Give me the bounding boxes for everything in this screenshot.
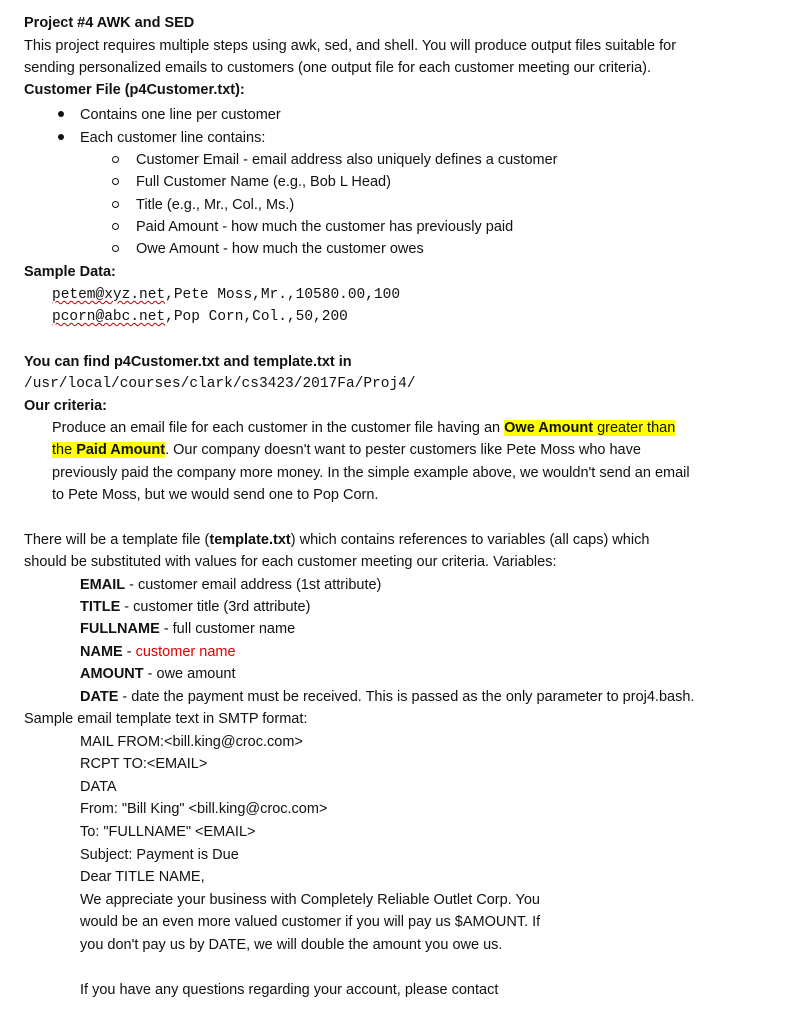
- paid-amount-highlight: Paid Amount: [76, 442, 166, 458]
- customer-file-heading: Customer File (p4Customer.txt):: [24, 82, 245, 98]
- sample-data-heading: Sample Data:: [24, 264, 116, 280]
- smtp-line: would be an even more valued customer if you will pay us $AMOUNT. If: [80, 914, 541, 930]
- smtp-line: To: "FULLNAME" <EMAIL>: [80, 824, 256, 840]
- course-path: /usr/local/courses/clark/cs3423/2017Fa/Proj4/: [24, 376, 416, 392]
- sample-data-line-1: [52, 284, 400, 306]
- smtp-line: Subject: Payment is Due: [80, 847, 239, 863]
- find-files-line: You can find p4Customer.txt and template.txt in: [24, 354, 352, 370]
- smtp-line: DATA: [80, 779, 117, 795]
- template-line-1: There will be a template file (template.txt) which contains references to variables (all caps) which: [24, 532, 650, 548]
- sub-bullet-item-3: Title (e.g., Mr., Col., Ms.): [136, 197, 295, 213]
- sample-data-line-2: [52, 306, 348, 328]
- variable-name: NAME - customer name: [80, 644, 236, 660]
- sub-bullet-circle: [112, 201, 119, 208]
- sub-bullet-circle: [112, 223, 119, 230]
- smtp-line: We appreciate your business with Completely Reliable Outlet Corp. You: [80, 892, 540, 908]
- sub-bullet-item-4: Paid Amount - how much the customer has previously paid: [136, 219, 514, 235]
- bullet-dot: [58, 134, 64, 140]
- bullet-item-2: Each customer line contains:: [80, 130, 266, 146]
- smtp-line: you don't pay us by DATE, we will double the amount you owe us.: [80, 937, 503, 953]
- sample-rest: ,Pop Corn,Col.,50,200: [165, 309, 348, 325]
- sub-bullet-item-2: Full Customer Name (e.g., Bob L Head): [136, 174, 391, 190]
- criteria-line-2: the Paid Amount. Our company doesn't want to pester customers like Pete Moss who have: [52, 442, 641, 458]
- criteria-heading: Our criteria:: [24, 398, 107, 414]
- template-line-2: should be substituted with values for each customer meeting our criteria. Variables:: [24, 554, 557, 570]
- bullet-item-1: Contains one line per customer: [80, 107, 281, 123]
- sample-rest: ,Pete Moss,Mr.,10580.00,100: [165, 287, 401, 303]
- smtp-line: From: "Bill King" <bill.king@croc.com>: [80, 801, 328, 817]
- sub-bullet-item-1: Customer Email - email address also uniquely defines a customer: [136, 152, 558, 168]
- variable-date: DATE - date the payment must be received. This is passed as the only parameter to proj4.bash.: [80, 689, 695, 705]
- smtp-line: If you have any questions regarding your account, please contact: [80, 982, 499, 998]
- owe-amount-highlight: Owe Amount: [504, 420, 594, 436]
- variable-email: EMAIL - customer email address (1st attribute): [80, 577, 382, 593]
- variable-title: TITLE - customer title (3rd attribute): [80, 599, 311, 615]
- smtp-line: RCPT TO:<EMAIL>: [80, 756, 208, 772]
- sub-bullet-circle: [112, 156, 119, 163]
- page-title: Project #4 AWK and SED: [24, 15, 195, 31]
- sub-bullet-circle: [112, 245, 119, 252]
- variable-amount: AMOUNT - owe amount: [80, 666, 236, 682]
- sample-email: petem@xyz.net: [52, 287, 166, 303]
- criteria-line-4: to Pete Moss, but we would send one to Pop Corn.: [52, 487, 379, 503]
- bullet-dot: [58, 111, 64, 117]
- sub-bullet-circle: [112, 178, 119, 185]
- smtp-line: MAIL FROM:<bill.king@croc.com>: [80, 734, 303, 750]
- sub-bullet-item-5: Owe Amount - how much the customer owes: [136, 241, 424, 257]
- sample-email: pcorn@abc.net: [52, 309, 166, 325]
- smtp-line: Dear TITLE NAME,: [80, 869, 205, 885]
- criteria-line-1: Produce an email file for each customer in the customer file having an Owe Amount greater than: [52, 420, 676, 436]
- smtp-heading: Sample email template text in SMTP format:: [24, 711, 308, 727]
- variable-fullname: FULLNAME - full customer name: [80, 621, 296, 637]
- intro-line-2: sending personalized emails to customers (one output file for each customer meeting our criteria).: [24, 60, 652, 76]
- criteria-line-3: previously paid the company more money. In the simple example above, we wouldn't send an email: [52, 465, 690, 481]
- intro-line-1: This project requires multiple steps using awk, sed, and shell. You will produce output files suitable for: [24, 38, 677, 54]
